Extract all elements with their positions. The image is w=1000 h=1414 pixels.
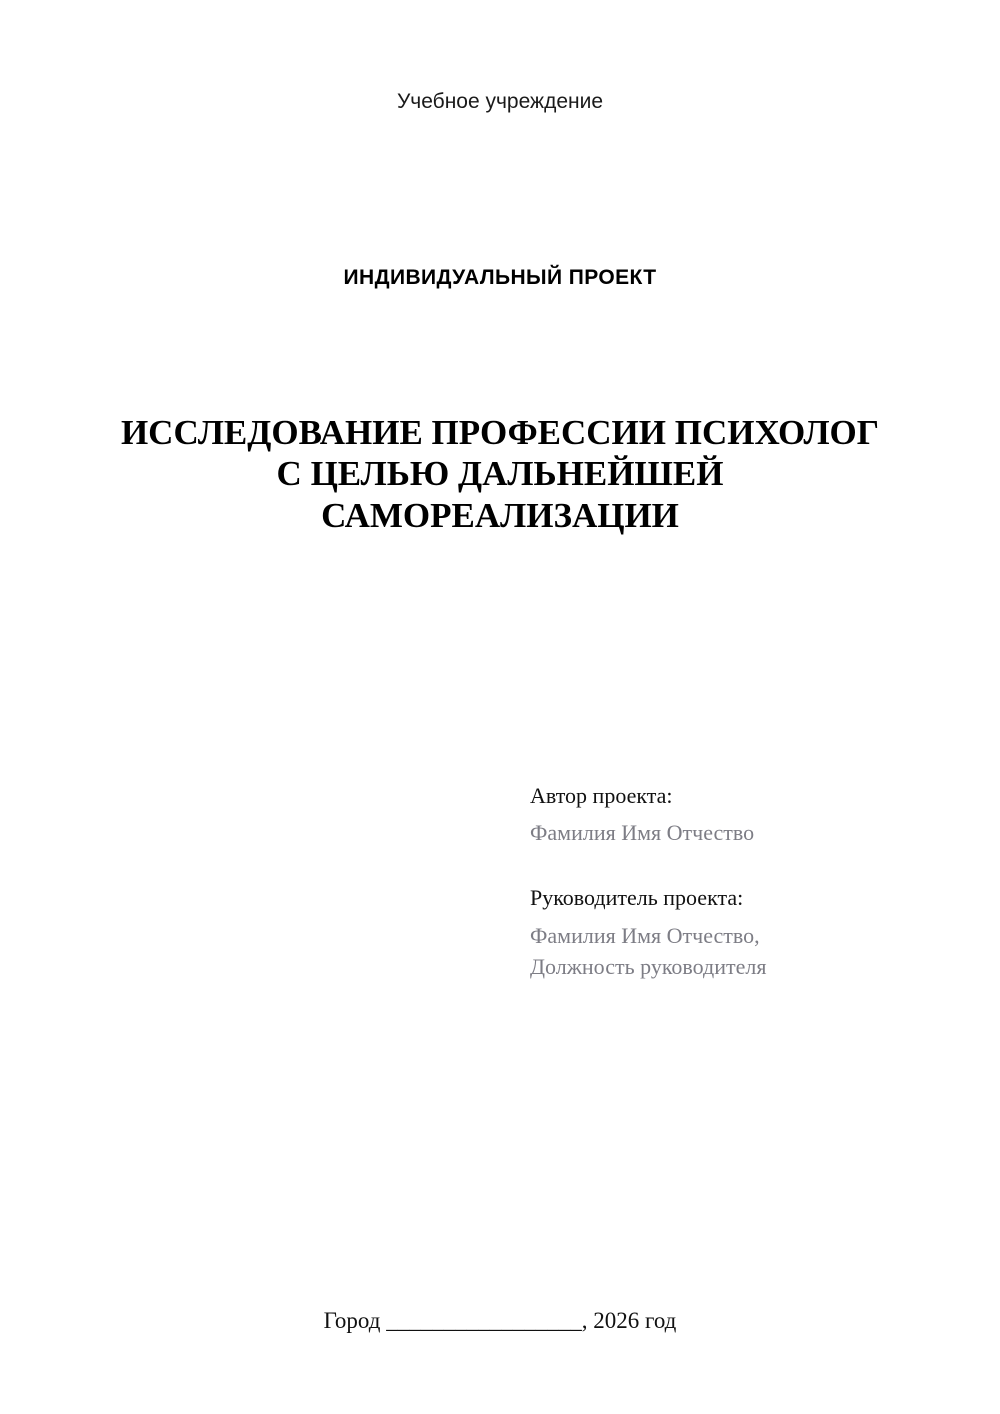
author-value: Фамилия Имя Отчество (530, 820, 755, 846)
author-block (530, 780, 930, 848)
page-title: ИССЛЕДОВАНИЕ ПРОФЕССИИ ПСИХОЛОГ С ЦЕЛЬЮ ДАЛЬНЕЙШЕЙ САМОРЕАЛИЗАЦИИ (120, 413, 880, 535)
supervisor-block (530, 882, 930, 982)
supervisor-value-line-1: Фамилия Имя Отчество, (530, 922, 760, 948)
document-type: ИНДИВИДУАЛЬНЫЙ ПРОЕКТ (343, 266, 657, 289)
supervisor-value-line-2: Должность руководителя (530, 953, 767, 979)
supervisor-value (530, 920, 930, 982)
city-year-footer: Город _________________, 2026 год (323, 1308, 677, 1333)
author-label: Автор проекта: (530, 783, 673, 808)
institution-name: Учебное учреждение (396, 90, 604, 113)
supervisor-label: Руководитель проекта: (530, 885, 744, 911)
credits-block (530, 780, 930, 982)
